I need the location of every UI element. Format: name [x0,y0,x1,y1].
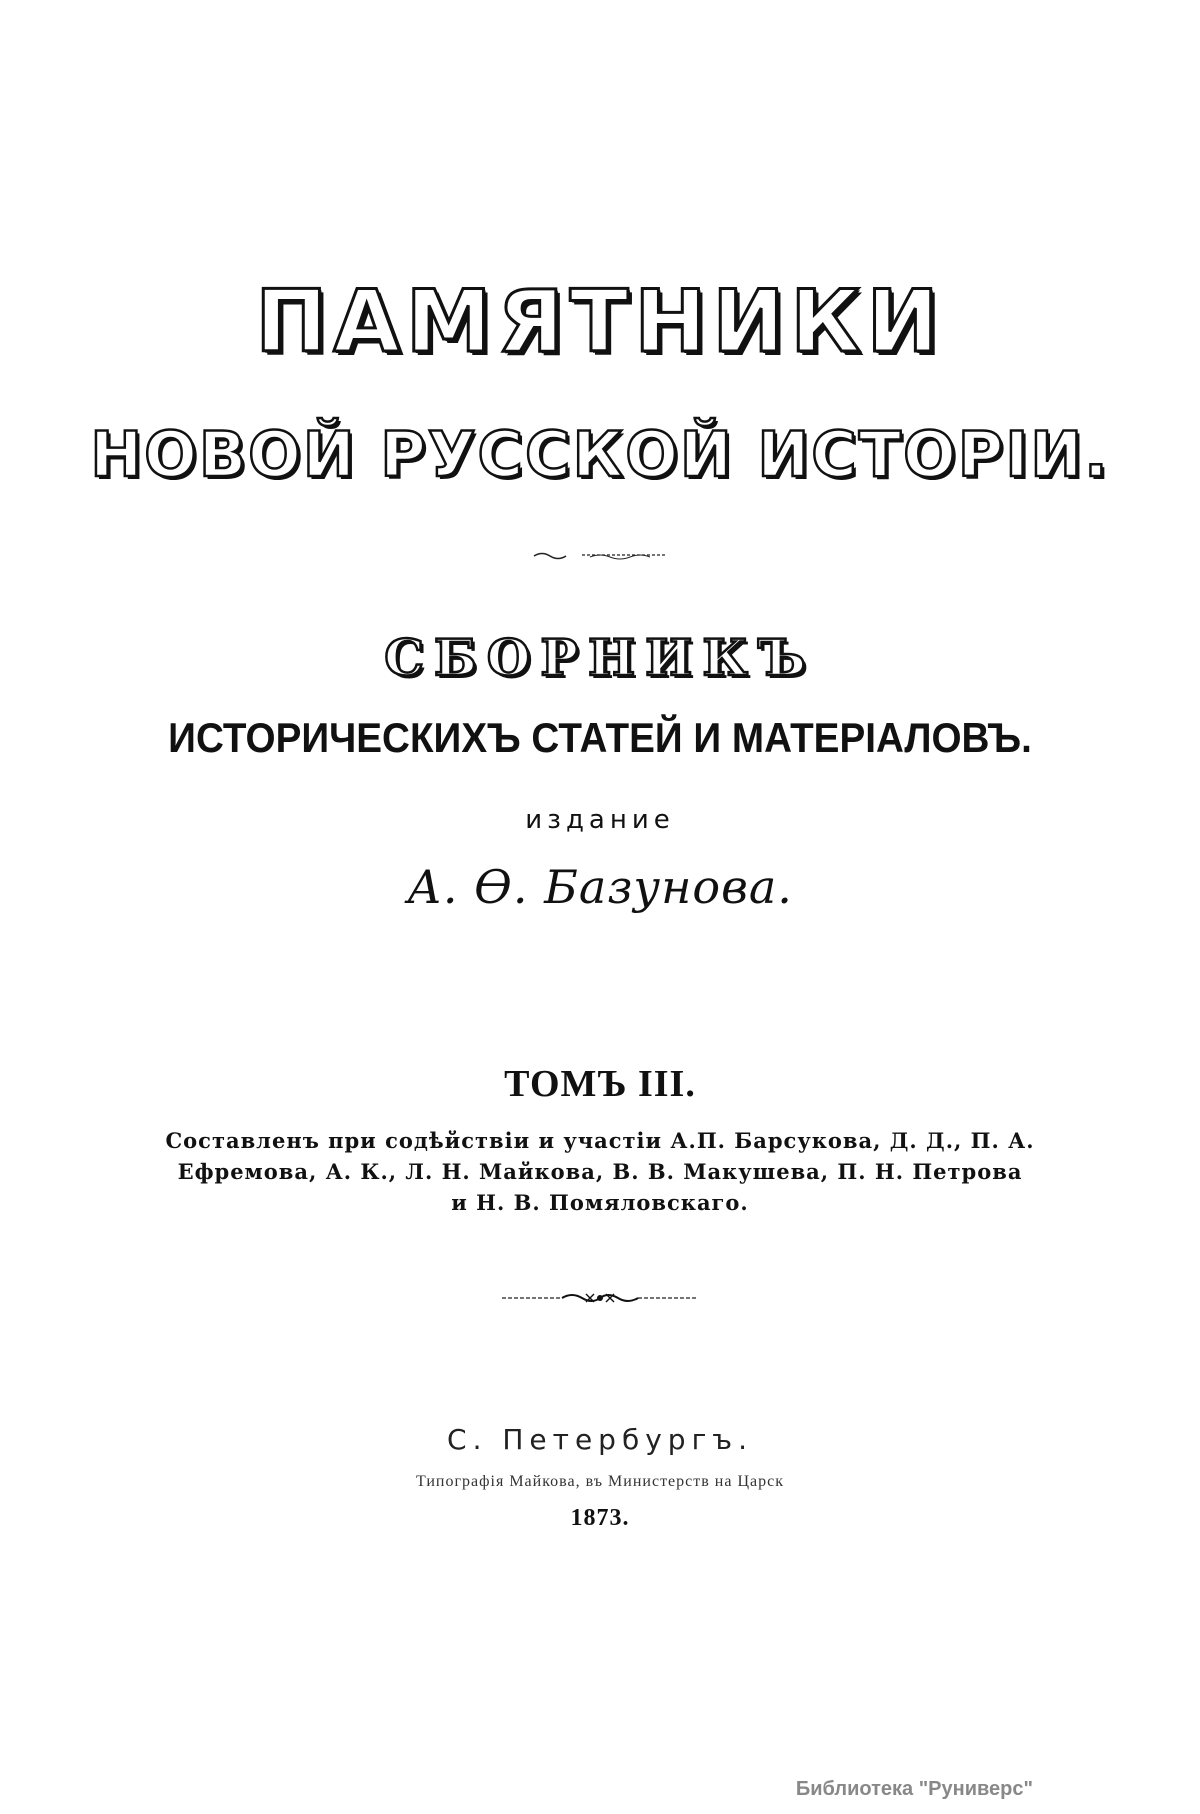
collection-heading: СБОРНИКЪ [384,628,816,687]
publisher-name: А. Ѳ. Базунова. [407,860,793,914]
imprint-year: 1873. [570,1505,630,1531]
imprint-printer: Типографія Майкова, въ Министерств на Царск [415,1473,784,1490]
edition-label: издание [525,805,675,835]
imprint-city: С. Петербургъ. [447,1423,753,1456]
credits-line-1: Составленъ при содѣйствіи и участіи А.П. Барсукова, Д. Д., П. А. [165,1128,1035,1153]
large-ornament-divider [0,1288,1200,1308]
collection-subtitle: ИСТОРИЧЕСКИХЪ СТАТЕЙ И МАТЕРІАЛОВЪ. [168,714,1032,761]
main-title-line1: ПАМЯТНИКИ [255,272,945,372]
credits-line-2: Ефремова, А. К., Л. Н. Майкова, В. В. Макушева, П. Н. Петрова [177,1159,1023,1184]
main-title-line2: НОВОЙ РУССКОЙ ИСТОРІИ. [90,418,1110,491]
credits-line-3: и Н. В. Помяловскаго. [451,1190,749,1215]
small-ornament-divider [0,548,1200,562]
library-watermark: Библиотека "Руниверс" [795,1778,1033,1800]
volume-number: ТОМЪ III. [504,1063,696,1105]
